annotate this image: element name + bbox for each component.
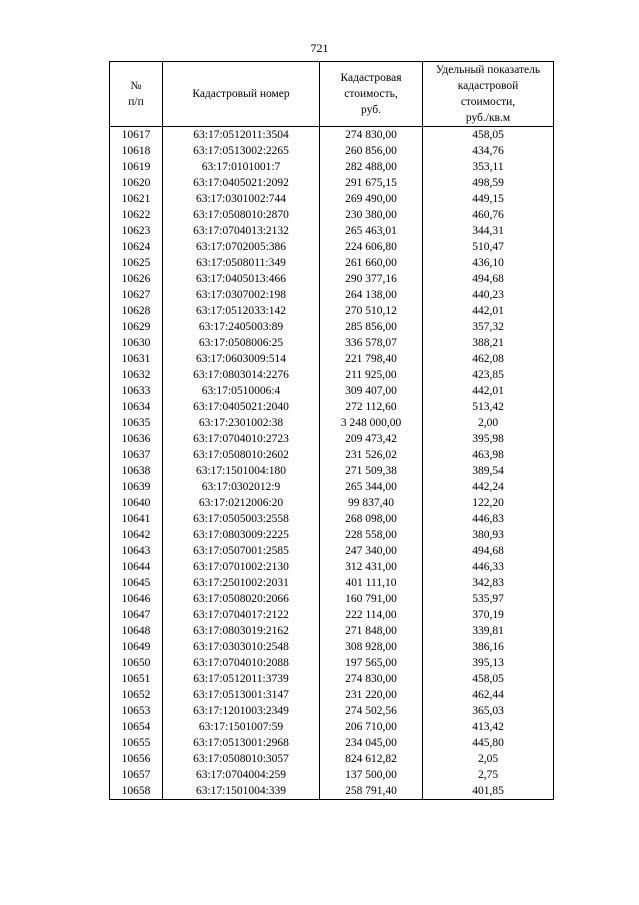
cell-cadastral-value: 211 925,00 — [320, 367, 423, 383]
table-row — [110, 479, 554, 495]
cell-cadastral-number: 63:17:0508010:2870 — [163, 207, 320, 223]
cell-cadastral-number: 63:17:0704013:2132 — [163, 223, 320, 239]
cell-num: 10621 — [110, 191, 163, 207]
table-row — [110, 207, 554, 223]
cell-num: 10649 — [110, 639, 163, 655]
cell-cadastral-value: 824 612,82 — [320, 751, 423, 767]
table-row — [110, 223, 554, 239]
table-header-row — [110, 62, 554, 127]
cell-num: 10643 — [110, 543, 163, 559]
cell-cadastral-value: 247 340,00 — [320, 543, 423, 559]
cell-cadastral-number: 63:17:1501007:59 — [163, 719, 320, 735]
cell-cadastral-number: 63:17:0301002:744 — [163, 191, 320, 207]
cell-cadastral-value: 222 114,00 — [320, 607, 423, 623]
table-row — [110, 751, 554, 767]
table-row — [110, 703, 554, 719]
cell-cadastral-number: 63:17:0405021:2040 — [163, 399, 320, 415]
cell-num: 10633 — [110, 383, 163, 399]
cell-num: 10624 — [110, 239, 163, 255]
table-row — [110, 127, 554, 144]
table-row — [110, 687, 554, 703]
table-row — [110, 559, 554, 575]
table-row — [110, 159, 554, 175]
cell-cadastral-number: 63:17:0803014:2276 — [163, 367, 320, 383]
cell-num: 10650 — [110, 655, 163, 671]
cell-cadastral-value: 336 578,07 — [320, 335, 423, 351]
cell-cadastral-value: 209 473,42 — [320, 431, 423, 447]
cell-cadastral-number: 63:17:1501004:180 — [163, 463, 320, 479]
cell-specific-index: 463,98 — [423, 447, 554, 463]
cell-cadastral-number: 63:17:0701002:2130 — [163, 559, 320, 575]
cell-cadastral-value: 308 928,00 — [320, 639, 423, 655]
table-row — [110, 431, 554, 447]
cell-cadastral-number: 63:17:0702005:386 — [163, 239, 320, 255]
table-row — [110, 415, 554, 431]
table-row — [110, 655, 554, 671]
cell-cadastral-value: 265 344,00 — [320, 479, 423, 495]
table-row — [110, 767, 554, 783]
cell-num: 10652 — [110, 687, 163, 703]
cell-num: 10620 — [110, 175, 163, 191]
cell-cadastral-value: 221 798,40 — [320, 351, 423, 367]
cell-num: 10644 — [110, 559, 163, 575]
cell-num: 10627 — [110, 287, 163, 303]
cell-num: 10653 — [110, 703, 163, 719]
cell-specific-index: 370,19 — [423, 607, 554, 623]
cell-num: 10622 — [110, 207, 163, 223]
cell-cadastral-value: 224 606,80 — [320, 239, 423, 255]
cell-cadastral-number: 63:17:0704010:2723 — [163, 431, 320, 447]
cell-cadastral-value: 271 848,00 — [320, 623, 423, 639]
cell-cadastral-number: 63:17:0508010:2602 — [163, 447, 320, 463]
cell-specific-index: 436,10 — [423, 255, 554, 271]
cell-cadastral-number: 63:17:0405021:2092 — [163, 175, 320, 191]
cell-cadastral-number: 63:17:0405013:466 — [163, 271, 320, 287]
cell-num: 10647 — [110, 607, 163, 623]
table-row — [110, 239, 554, 255]
table-row — [110, 303, 554, 319]
table-row — [110, 351, 554, 367]
cell-num: 10646 — [110, 591, 163, 607]
table-row — [110, 143, 554, 159]
table-body — [110, 127, 554, 800]
table-row — [110, 191, 554, 207]
cell-cadastral-number: 63:17:0508010:3057 — [163, 751, 320, 767]
table-row — [110, 527, 554, 543]
cell-cadastral-number: 63:17:0510006:4 — [163, 383, 320, 399]
cell-specific-index: 365,03 — [423, 703, 554, 719]
cell-cadastral-value: 260 856,00 — [320, 143, 423, 159]
cell-num: 10638 — [110, 463, 163, 479]
cell-cadastral-number: 63:17:0513002:2265 — [163, 143, 320, 159]
table-row — [110, 623, 554, 639]
cell-cadastral-value: 274 502,56 — [320, 703, 423, 719]
cell-cadastral-value: 99 837,40 — [320, 495, 423, 511]
cell-num: 10654 — [110, 719, 163, 735]
cell-specific-index: 446,33 — [423, 559, 554, 575]
table-row — [110, 287, 554, 303]
cell-cadastral-number: 63:17:0512011:3504 — [163, 127, 320, 144]
cell-specific-index: 494,68 — [423, 543, 554, 559]
cell-cadastral-value: 228 558,00 — [320, 527, 423, 543]
cell-num: 10631 — [110, 351, 163, 367]
cell-num: 10626 — [110, 271, 163, 287]
cell-specific-index: 357,32 — [423, 319, 554, 335]
cell-num: 10648 — [110, 623, 163, 639]
cell-cadastral-value: 268 098,00 — [320, 511, 423, 527]
table-row — [110, 463, 554, 479]
cell-num: 10617 — [110, 127, 163, 144]
cell-specific-index: 2,05 — [423, 751, 554, 767]
cell-specific-index: 458,05 — [423, 127, 554, 144]
cell-cadastral-number: 63:17:0508011:349 — [163, 255, 320, 271]
cell-specific-index: 510,47 — [423, 239, 554, 255]
page-number: 721 — [310, 41, 329, 55]
cell-cadastral-value: 272 112,60 — [320, 399, 423, 415]
table-row — [110, 591, 554, 607]
cell-cadastral-number: 63:17:0212006:20 — [163, 495, 320, 511]
cell-cadastral-value: 401 111,10 — [320, 575, 423, 591]
cell-cadastral-value: 274 830,00 — [320, 127, 423, 144]
cell-num: 10630 — [110, 335, 163, 351]
cell-cadastral-value: 274 830,00 — [320, 671, 423, 687]
cell-specific-index: 380,93 — [423, 527, 554, 543]
table-row — [110, 639, 554, 655]
cell-num: 10642 — [110, 527, 163, 543]
cell-cadastral-value: 231 526,02 — [320, 447, 423, 463]
cell-specific-index: 388,21 — [423, 335, 554, 351]
cell-cadastral-value: 291 675,15 — [320, 175, 423, 191]
cell-num: 10619 — [110, 159, 163, 175]
cell-specific-index: 442,24 — [423, 479, 554, 495]
cell-specific-index: 122,20 — [423, 495, 554, 511]
cell-cadastral-value: 231 220,00 — [320, 687, 423, 703]
table-row — [110, 719, 554, 735]
cell-num: 10651 — [110, 671, 163, 687]
table-row — [110, 607, 554, 623]
header-cadastral-value: Кадастровая стоимость, руб. — [320, 62, 423, 127]
table-row — [110, 543, 554, 559]
cell-specific-index: 2,75 — [423, 767, 554, 783]
cell-specific-index: 442,01 — [423, 303, 554, 319]
cell-specific-index: 413,42 — [423, 719, 554, 735]
cell-cadastral-number: 63:17:0303010:2548 — [163, 639, 320, 655]
cell-cadastral-value: 265 463,01 — [320, 223, 423, 239]
cell-num: 10629 — [110, 319, 163, 335]
cell-specific-index: 434,76 — [423, 143, 554, 159]
cell-cadastral-value: 230 380,00 — [320, 207, 423, 223]
cell-num: 10634 — [110, 399, 163, 415]
cell-cadastral-value: 197 565,00 — [320, 655, 423, 671]
cell-cadastral-value: 206 710,00 — [320, 719, 423, 735]
cell-cadastral-number: 63:17:1201003:2349 — [163, 703, 320, 719]
cell-cadastral-number: 63:17:0603009:514 — [163, 351, 320, 367]
cell-specific-index: 498,59 — [423, 175, 554, 191]
cell-cadastral-number: 63:17:0513001:2968 — [163, 735, 320, 751]
cell-specific-index: 458,05 — [423, 671, 554, 687]
header-cadastral-number: Кадастровый номер — [163, 62, 320, 127]
table-row — [110, 447, 554, 463]
table-row — [110, 367, 554, 383]
cell-cadastral-value: 264 138,00 — [320, 287, 423, 303]
cell-num: 10625 — [110, 255, 163, 271]
cell-cadastral-value: 290 377,16 — [320, 271, 423, 287]
cell-num: 10639 — [110, 479, 163, 495]
cell-specific-index: 462,44 — [423, 687, 554, 703]
cell-specific-index: 386,16 — [423, 639, 554, 655]
cell-cadastral-number: 63:17:0508020:2066 — [163, 591, 320, 607]
cell-num: 10656 — [110, 751, 163, 767]
cell-cadastral-value: 285 856,00 — [320, 319, 423, 335]
table-row — [110, 335, 554, 351]
table-row — [110, 511, 554, 527]
cell-cadastral-value: 309 407,00 — [320, 383, 423, 399]
table-row — [110, 399, 554, 415]
cell-specific-index: 513,42 — [423, 399, 554, 415]
cell-specific-index: 401,85 — [423, 783, 554, 800]
table-row — [110, 255, 554, 271]
cell-cadastral-number: 63:17:0704017:2122 — [163, 607, 320, 623]
cell-specific-index: 449,15 — [423, 191, 554, 207]
cell-cadastral-value: 271 509,38 — [320, 463, 423, 479]
table-row — [110, 319, 554, 335]
cell-num: 10641 — [110, 511, 163, 527]
cell-cadastral-number: 63:17:0302012:9 — [163, 479, 320, 495]
cell-cadastral-value: 261 660,00 — [320, 255, 423, 271]
cell-specific-index: 395,13 — [423, 655, 554, 671]
table-row — [110, 575, 554, 591]
cell-specific-index: 442,01 — [423, 383, 554, 399]
cell-num: 10618 — [110, 143, 163, 159]
cell-cadastral-number: 63:17:0101001:7 — [163, 159, 320, 175]
cell-cadastral-value: 270 510,12 — [320, 303, 423, 319]
cell-specific-index: 353,11 — [423, 159, 554, 175]
cell-num: 10628 — [110, 303, 163, 319]
table-row — [110, 735, 554, 751]
cell-specific-index: 395,98 — [423, 431, 554, 447]
cell-cadastral-number: 63:17:0704004:259 — [163, 767, 320, 783]
cell-specific-index: 535,97 — [423, 591, 554, 607]
cell-num: 10658 — [110, 783, 163, 800]
table-row — [110, 383, 554, 399]
table-row — [110, 671, 554, 687]
cell-num: 10655 — [110, 735, 163, 751]
cell-cadastral-number: 63:17:0513001:3147 — [163, 687, 320, 703]
cell-cadastral-value: 312 431,00 — [320, 559, 423, 575]
table-row — [110, 783, 554, 800]
cadastral-table — [109, 61, 554, 800]
cell-cadastral-number: 63:17:0512011:3739 — [163, 671, 320, 687]
cell-cadastral-number: 63:17:2501002:2031 — [163, 575, 320, 591]
cell-num: 10637 — [110, 447, 163, 463]
cell-specific-index: 462,08 — [423, 351, 554, 367]
cell-cadastral-value: 137 500,00 — [320, 767, 423, 783]
cell-cadastral-value: 258 791,40 — [320, 783, 423, 800]
cell-cadastral-value: 269 490,00 — [320, 191, 423, 207]
cell-specific-index: 389,54 — [423, 463, 554, 479]
cell-cadastral-number: 63:17:0803009:2225 — [163, 527, 320, 543]
cell-specific-index: 446,83 — [423, 511, 554, 527]
cell-num: 10640 — [110, 495, 163, 511]
cell-specific-index: 423,85 — [423, 367, 554, 383]
cell-specific-index: 494,68 — [423, 271, 554, 287]
cell-cadastral-number: 63:17:1501004:339 — [163, 783, 320, 800]
cell-cadastral-number: 63:17:0512033:142 — [163, 303, 320, 319]
cell-cadastral-number: 63:17:0505003:2558 — [163, 511, 320, 527]
cell-num: 10645 — [110, 575, 163, 591]
cell-num: 10636 — [110, 431, 163, 447]
cell-cadastral-number: 63:17:0307002:198 — [163, 287, 320, 303]
cell-cadastral-value: 234 045,00 — [320, 735, 423, 751]
header-num: № п/п — [110, 62, 163, 127]
cell-specific-index: 342,83 — [423, 575, 554, 591]
cell-cadastral-value: 282 488,00 — [320, 159, 423, 175]
cell-cadastral-number: 63:17:0704010:2088 — [163, 655, 320, 671]
table-row — [110, 495, 554, 511]
cell-cadastral-number: 63:17:0507001:2585 — [163, 543, 320, 559]
cell-specific-index: 2,00 — [423, 415, 554, 431]
cell-specific-index: 440,23 — [423, 287, 554, 303]
cell-cadastral-number: 63:17:0508006:25 — [163, 335, 320, 351]
cell-specific-index: 460,76 — [423, 207, 554, 223]
cell-num: 10623 — [110, 223, 163, 239]
cell-num: 10635 — [110, 415, 163, 431]
cell-num: 10657 — [110, 767, 163, 783]
cell-specific-index: 344,31 — [423, 223, 554, 239]
cell-cadastral-value: 3 248 000,00 — [320, 415, 423, 431]
cell-cadastral-number: 63:17:2301002:38 — [163, 415, 320, 431]
cell-specific-index: 445,80 — [423, 735, 554, 751]
cell-cadastral-value: 160 791,00 — [320, 591, 423, 607]
cell-specific-index: 339,81 — [423, 623, 554, 639]
header-specific-index: Удельный показатель кадастровой стоимости, руб./кв.м — [423, 62, 554, 127]
table-row — [110, 175, 554, 191]
cell-cadastral-number: 63:17:0803019:2162 — [163, 623, 320, 639]
cell-cadastral-number: 63:17:2405003:89 — [163, 319, 320, 335]
table-row — [110, 271, 554, 287]
cell-num: 10632 — [110, 367, 163, 383]
